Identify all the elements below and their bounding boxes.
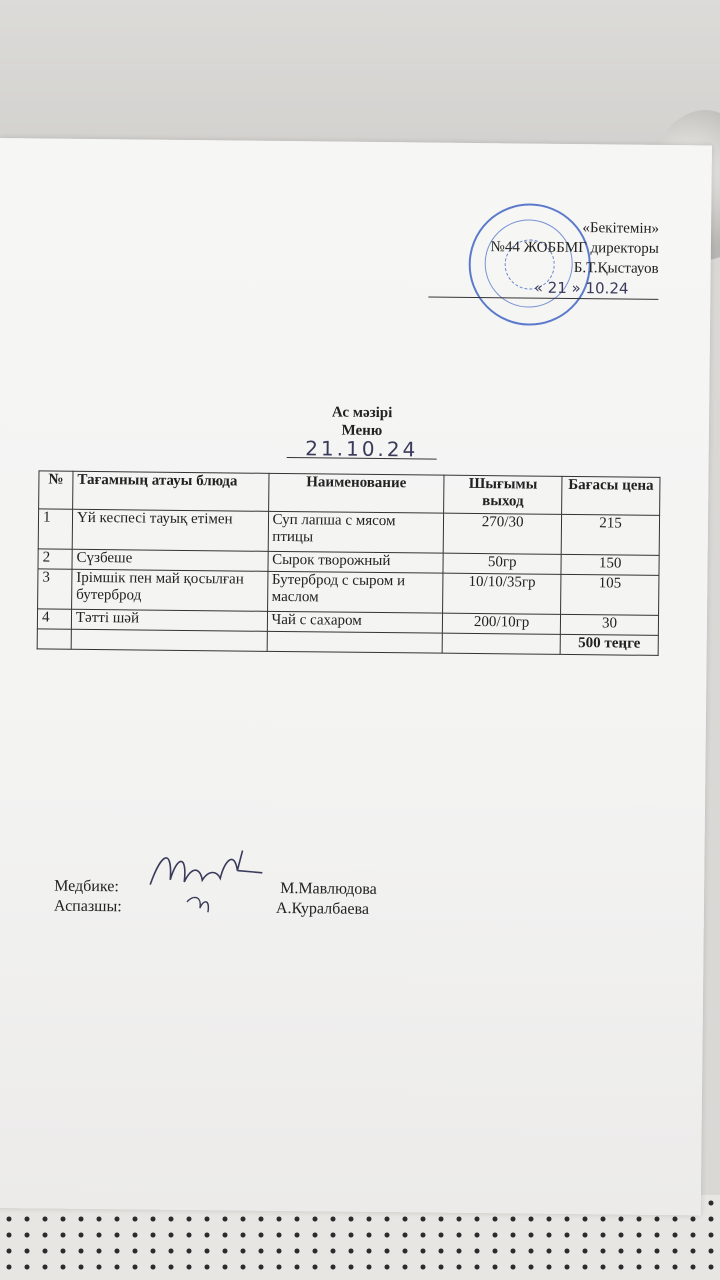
cook-name: А.Куралбаева bbox=[275, 899, 370, 918]
row-yield: 270/30 bbox=[443, 513, 561, 554]
menu-table bbox=[37, 470, 661, 656]
approval-title: «Бекітемін» bbox=[582, 220, 660, 237]
header-yield: Шығымы выход bbox=[444, 475, 562, 514]
row-yield: 10/10/35гр bbox=[443, 573, 561, 614]
nurse-name: М.Мавлюдова bbox=[280, 879, 377, 898]
header-num: № bbox=[39, 471, 73, 509]
table-header-row bbox=[39, 471, 660, 516]
row-price: 30 bbox=[560, 614, 658, 635]
row-name-ru: Суп лапша с мясом птицы bbox=[268, 511, 444, 553]
approval-director-name: Б.Т.Қыстауов bbox=[573, 260, 659, 277]
row-name-kz: Ірімшік пен май қосылған бутерброд bbox=[72, 569, 268, 611]
row-price: 150 bbox=[561, 554, 659, 575]
approval-position: №44 ЖОББМГ директоры bbox=[490, 239, 659, 257]
header-name-ru: Наименование bbox=[268, 473, 444, 513]
header-name-kz: Тағамның атауы блюда bbox=[73, 471, 269, 511]
nurse-signature bbox=[142, 840, 273, 931]
menu-title-block bbox=[287, 403, 438, 460]
table-row bbox=[38, 569, 659, 616]
row-name-ru: Сырок творожный bbox=[267, 551, 443, 573]
row-name-ru: Бутерброд с сыром и маслом bbox=[267, 571, 443, 613]
row-num: 1 bbox=[38, 509, 72, 549]
total-price: 500 теңге bbox=[560, 634, 658, 655]
approval-date: « 21 » 10.24 bbox=[428, 276, 658, 299]
nurse-label: Медбике: bbox=[54, 877, 119, 896]
table-surface-top bbox=[0, 0, 720, 160]
row-name-ru: Чай с сахаром bbox=[267, 611, 443, 633]
menu-title-kz: Ас мәзірі bbox=[331, 404, 393, 422]
row-yield: 200/10гр bbox=[443, 613, 561, 634]
row-price: 215 bbox=[561, 514, 659, 555]
cook-label: Аспазшы: bbox=[53, 897, 122, 916]
row-num: 4 bbox=[37, 609, 71, 629]
row-name-kz: Тәтті шәй bbox=[71, 609, 267, 631]
menu-sheet bbox=[0, 138, 712, 1215]
row-yield: 50гр bbox=[443, 553, 561, 574]
row-num: 3 bbox=[38, 569, 72, 609]
row-price: 105 bbox=[561, 574, 659, 615]
row-name-kz: Сүзбеше bbox=[72, 549, 268, 571]
menu-date: 21.10.24 bbox=[287, 439, 437, 460]
header-price: Бағасы цена bbox=[562, 476, 660, 515]
table-row bbox=[38, 509, 659, 556]
row-num: 2 bbox=[38, 549, 72, 569]
approval-block bbox=[428, 216, 659, 299]
menu-title-ru: Меню bbox=[341, 422, 383, 440]
row-name-kz: Үй кеспесі тауық етімен bbox=[72, 509, 268, 551]
